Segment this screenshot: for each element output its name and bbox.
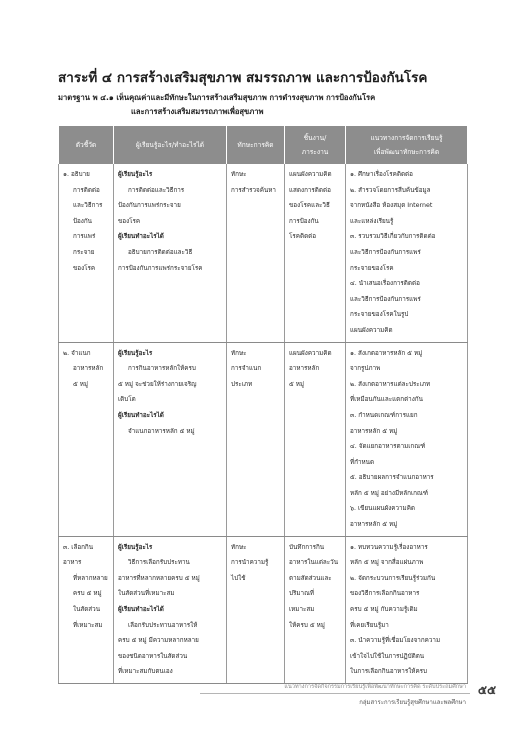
cell-line: ของวิธีการเลือกกินอาหาร	[350, 590, 420, 598]
cell-line: ๓. กำหนดเกณฑ์การแยก	[350, 411, 418, 419]
cell-line: อาหารหลัก ๕ หมู่	[350, 427, 398, 435]
cell-line: ๑. สังเกตอาหารหลัก ๕ หมู่	[350, 349, 423, 357]
cell-line: ทักษะ	[231, 543, 247, 551]
cell-line: การป้องกัน	[289, 217, 319, 225]
cell-line: อาหารในแต่ละวัน	[289, 559, 338, 567]
cell-line: ของโรค	[73, 264, 96, 272]
cell-line: ไปใช้	[231, 574, 246, 582]
cell-work	[285, 164, 346, 342]
learn-what-label: ผู้เรียนรู้อะไร	[118, 349, 153, 357]
header-guide-line-2: เพื่อพัฒนาทักษะการคิด	[373, 148, 440, 156]
header-work-line-2: ภาระงาน	[301, 148, 329, 156]
cell-line: จากหนังสือ ห้องสมุด Internet	[350, 202, 433, 210]
cell-line: ๔. จัดแยกอาหารตามเกณฑ์	[350, 443, 426, 451]
cell-line: ๕ หมู่ จะช่วยให้ร่างกายเจริญ	[118, 380, 197, 388]
learn-what-label: ผู้เรียนรู้อะไร	[118, 171, 153, 178]
cell-line: ๒. จัดกระบวนการเรียนรู้ร่วมกัน	[350, 574, 436, 582]
cell-line: ทักษะ	[231, 349, 247, 357]
cell-line: ครบ ๕ หมู่ กับความรู้เดิม	[350, 606, 418, 614]
cell-line: ครบ ๕ หมู่	[73, 590, 102, 598]
cell-line: ที่เหมาะสมกับตนเอง	[118, 668, 173, 676]
cell-line: ที่เหมาะสม	[73, 621, 103, 629]
cell-line: ๖. เขียนแผนผังความคิด	[350, 505, 416, 513]
cell-line: การกินอาหารหลักให้ครบ	[128, 365, 196, 373]
header-learn: ผู้เรียนรู้อะไร/ทำอะไรได้	[114, 126, 227, 164]
cell-line: อาหารหลัก	[73, 365, 104, 373]
header-guide	[346, 126, 468, 164]
cell-line: ตามสัดส่วนและ	[289, 574, 332, 582]
table-row	[59, 536, 468, 683]
cell-indicator	[59, 342, 114, 536]
cell-line: ป้องกัน	[73, 217, 92, 225]
cell-line: การสำรวจค้นหา	[231, 186, 276, 194]
table-row	[59, 164, 468, 342]
cell-line: หลัก ๕ หมู่ อย่างมีหลักเกณฑ์	[350, 489, 428, 497]
cell-line: ในการเลือกกินอาหารให้ครบ	[350, 668, 428, 676]
cell-line: อาหารหลัก	[289, 365, 320, 373]
cell-line: กระจาย	[73, 248, 95, 256]
cell-line: อธิบายการติดต่อและวิธี	[128, 248, 193, 256]
cell-line: ๑. ศึกษาเรื่องโรคติดต่อ	[350, 171, 413, 178]
header-skill: ทักษะการคิด	[227, 126, 285, 164]
cell-line: ๕ หมู่	[73, 380, 89, 388]
cell-line: การติดต่อและวิธีการ	[128, 186, 185, 194]
cell-line: แผนผังความคิด	[350, 326, 393, 334]
cell-line: แผนผังความคิด	[289, 349, 332, 357]
cell-line: ให้ครบ ๕ หมู่	[289, 621, 325, 629]
cell-line: กระจายของโรคในรูป	[350, 311, 409, 319]
cell-line: การติดต่อ	[73, 186, 100, 194]
header-guide-line-1: แนวทางการจัดการเรียนรู้	[370, 134, 443, 142]
cell-skill	[227, 342, 285, 536]
cell-line: และวิธีการป้องกันการแพร่	[350, 248, 421, 256]
cell-line: เติบโต	[118, 396, 136, 404]
cell-line: จำแนกอาหารหลัก ๕ หมู่	[128, 427, 195, 435]
can-do-label: ผู้เรียนทำอะไรได้	[118, 606, 164, 614]
cell-line: ๕. อธิบายผลการจำแนกอาหาร	[350, 474, 434, 482]
standard-statement	[58, 91, 498, 119]
cell-line: ๓. เลือกกินอาหาร	[63, 543, 94, 567]
cell-line: และวิธีการ	[73, 202, 103, 210]
standard-line-1: มาตรฐาน พ ๔.๑ เห็นคุณค่าและมีทักษะในการสร้างเสริมสุขภาพ การดำรงสุขภาพ การป้องกันโรค	[58, 93, 376, 102]
cell-work	[285, 342, 346, 536]
cell-line: แผนผังความคิด	[289, 171, 332, 178]
cell-line: การป้องกันการแพร่กระจายโรค	[118, 264, 203, 272]
cell-guide	[346, 164, 468, 342]
cell-learn	[114, 164, 227, 342]
cell-line: ที่หลากหลาย	[73, 574, 108, 582]
standard-line-2: และการสร้างเสริมสมรรถภาพเพื่อสุขภาพ	[131, 107, 264, 116]
footer-divider	[200, 693, 470, 694]
cell-line: กระจายของโรค	[350, 264, 394, 272]
cell-line: วิธีการเลือกรับประทาน	[128, 559, 190, 567]
cell-line: ประเภท	[231, 380, 253, 388]
cell-line: ๑. ทบทวนความรู้เรื่องอาหาร	[350, 543, 428, 551]
cell-line: ที่กำหนด	[350, 458, 375, 466]
cell-line: ที่เหมือนกันและแตกต่างกัน	[350, 396, 423, 404]
cell-line: ทักษะ	[231, 171, 247, 178]
cell-line: ๔. นำเสนอเรื่องการติดต่อ	[350, 280, 420, 288]
cell-indicator	[59, 164, 114, 342]
cell-line: อาหารที่หลากหลายครบ ๕ หมู่	[118, 574, 200, 582]
table-header-row	[59, 126, 468, 164]
cell-learn	[114, 536, 227, 683]
cell-work	[285, 536, 346, 683]
cell-line: เข้าใจไปใช้ในการปฏิบัติตน	[350, 652, 425, 660]
cell-line: ป้องกันการแพร่กระจาย	[118, 202, 181, 210]
cell-line: การแพร่	[73, 233, 96, 241]
curriculum-table	[58, 126, 468, 684]
cell-line: บันทึกการกิน	[289, 543, 325, 551]
cell-line: การจำแนก	[231, 365, 262, 373]
footer-book-title: แนวทางการจัดกิจกรรมการเรียนรู้เพื่อพัฒนาทักษะการคิด ระดับประถมศึกษา	[284, 684, 466, 690]
cell-line: จากรูปภาพ	[350, 365, 381, 373]
cell-skill	[227, 536, 285, 683]
cell-line: ที่เคยเรียนรู้มา	[350, 621, 389, 629]
header-work	[285, 126, 346, 164]
cell-line: แสดงการติดต่อ	[289, 186, 331, 194]
cell-line: ของโรค	[118, 217, 141, 225]
cell-line: เหมาะสม	[289, 606, 315, 614]
cell-line: เลือกรับประทานอาหารให้	[128, 621, 198, 629]
cell-line: หลัก ๕ หมู่ จากสื่อแผ่นภาพ	[350, 559, 424, 567]
cell-line: อาหารหลัก ๕ หมู่	[350, 521, 398, 529]
cell-line: และวิธีการป้องกันการแพร่	[350, 295, 421, 303]
cell-line: ปริมาณที่	[289, 590, 315, 598]
cell-guide	[346, 342, 468, 536]
section-heading: สาระที่ ๔ การสร้างเสริมสุขภาพ สมรรถภาพ และการป้องกันโรค	[58, 70, 428, 86]
cell-line: ๓. รวบรวมวิธีเกี่ยวกับการติดต่อ	[350, 233, 436, 241]
cell-line: ๕ หมู่	[289, 380, 305, 388]
header-work-line-1: ชิ้นงาน/	[303, 134, 327, 142]
cell-line: ๑. อธิบาย	[63, 171, 90, 178]
cell-learn	[114, 342, 227, 536]
cell-line: การนำความรู้	[231, 559, 269, 567]
cell-line: ของชนิดอาหารในสัดส่วน	[118, 652, 188, 660]
cell-line: ของโรคและวิธี	[289, 202, 330, 210]
cell-line: ในสัดส่วน	[73, 606, 100, 614]
cell-guide	[346, 536, 468, 683]
can-do-label: ผู้เรียนทำอะไรได้	[118, 233, 164, 241]
cell-line: ครบ ๕ หมู่ มีความหลากหลาย	[118, 637, 199, 645]
can-do-label: ผู้เรียนทำอะไรได้	[118, 411, 164, 419]
cell-line: ในสัดส่วนที่เหมาะสม	[118, 590, 175, 598]
cell-line: โรคติดต่อ	[289, 233, 317, 241]
cell-line: ๒. สังเกตอาหารแต่ละประเภท	[350, 380, 431, 388]
header-indicator: ตัวชี้วัด	[59, 126, 114, 164]
cell-line: ๒. จำแนก	[63, 349, 91, 357]
table-row	[59, 342, 468, 536]
footer-subject-group: กลุ่มสาระการเรียนรู้สุขศึกษาและพลศึกษา	[359, 699, 466, 706]
cell-indicator	[59, 536, 114, 683]
cell-line: ๒. สำรวจโดยการสืบค้นข้อมูล	[350, 186, 431, 194]
cell-line: ๓. นำความรู้ที่เชื่อมโยงจากความ	[350, 637, 441, 645]
cell-skill	[227, 164, 285, 342]
cell-line: และแหล่งเรียนรู้	[350, 217, 394, 225]
page-number: ๕๕	[477, 683, 497, 697]
learn-what-label: ผู้เรียนรู้อะไร	[118, 543, 153, 551]
